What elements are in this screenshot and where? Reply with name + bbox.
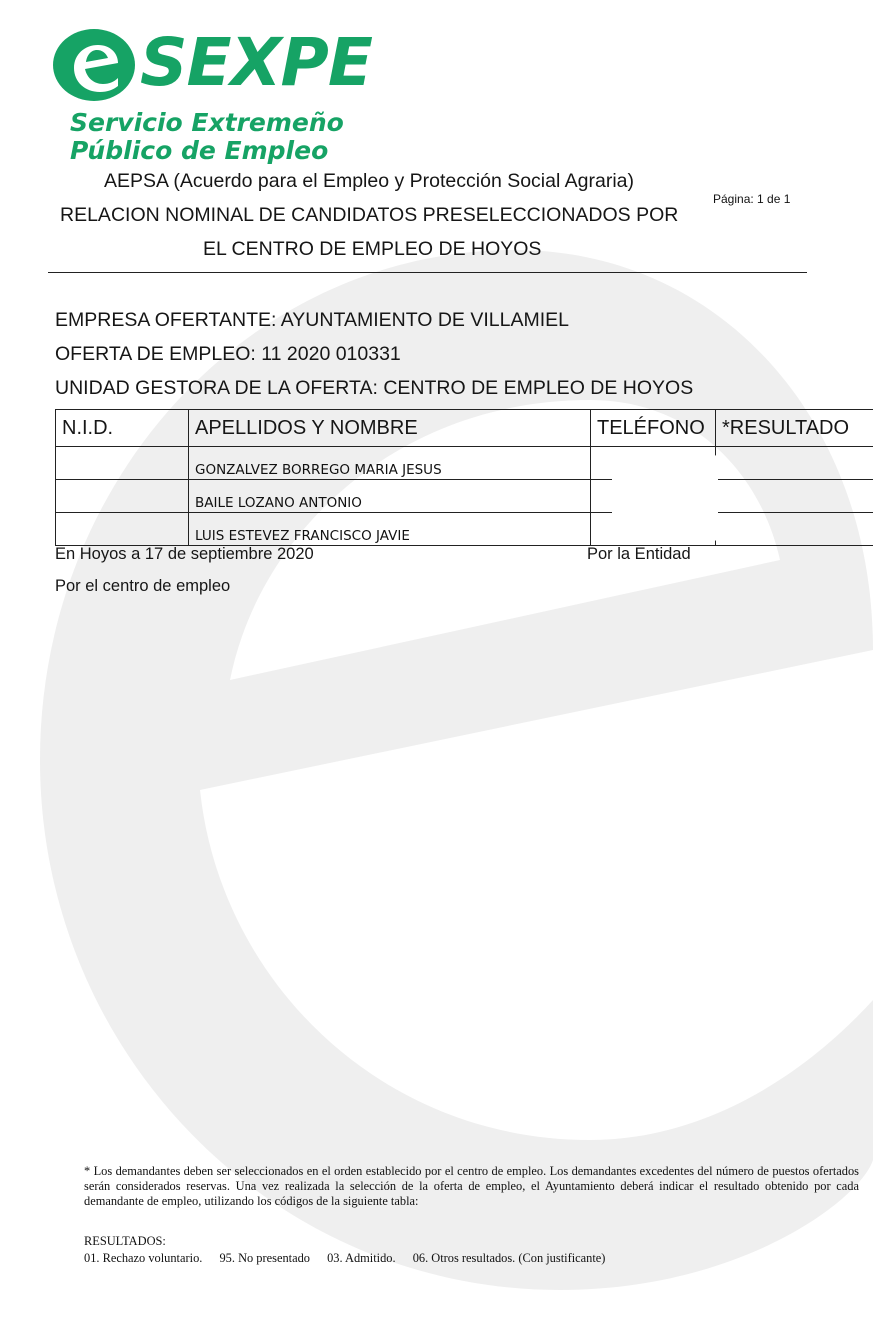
cell-result <box>716 447 873 480</box>
results-codes <box>84 1251 619 1266</box>
job-offer-line: OFERTA DE EMPLEO: 11 2020 010331 <box>55 343 401 365</box>
cell-nid <box>56 447 189 480</box>
sexpe-e-icon <box>52 28 136 102</box>
cell-name: BAILE LOZANO ANTONIO <box>189 480 591 513</box>
cell-nid <box>56 480 189 513</box>
cell-result <box>716 513 873 546</box>
result-code: 01. Rechazo voluntario. <box>84 1251 203 1265</box>
candidates-table <box>55 409 873 546</box>
cell-name: LUIS ESTEVEZ FRANCISCO JAVIE <box>189 513 591 546</box>
table-row <box>56 447 873 480</box>
footnote: * Los demandantes deben ser seleccionados en el orden establecido por el centro de empleo. Los demandantes excedentes del número de puestos ofertados serán considerados reservas. Una vez realizada la selección de la oferta de empleo, el Ayuntamiento deberá indicar el resultado obtenido por cada demandante de empleo, utilizando los códigos de la siguiente tabla: <box>84 1164 859 1208</box>
managing-unit-line: UNIDAD GESTORA DE LA OFERTA: CENTRO DE EMPLEO DE HOYOS <box>55 377 694 399</box>
table-row <box>56 480 873 513</box>
document-title-line2: EL CENTRO DE EMPLEO DE HOYOS <box>203 238 542 260</box>
table-row <box>56 513 873 546</box>
column-header-phone: TELÉFONO <box>591 410 716 447</box>
result-code: 06. Otros resultados. (Con justificante) <box>412 1251 606 1265</box>
logo-subtitle-line2: Público de Empleo <box>70 136 329 165</box>
header-divider <box>48 272 807 273</box>
cell-name: GONZALVEZ BORREGO MARIA JESUS <box>189 447 591 480</box>
column-header-nid: N.I.D. <box>56 410 189 447</box>
company-line: EMPRESA OFERTANTE: AYUNTAMIENTO DE VILLAMIEL <box>55 309 569 331</box>
table-header-row <box>56 410 873 447</box>
column-header-name: APELLIDOS Y NOMBRE <box>189 410 591 447</box>
results-title: RESULTADOS: <box>84 1234 166 1248</box>
phone-redaction <box>612 452 718 544</box>
logo-subtitle-line1: Servicio Extremeño <box>70 108 344 137</box>
page-number: Página: 1 de 1 <box>713 192 791 206</box>
cell-result <box>716 480 873 513</box>
result-code: 95. No presentado <box>219 1251 310 1265</box>
cell-nid <box>56 513 189 546</box>
center-signature-label: Por el centro de empleo <box>55 577 231 595</box>
sexpe-logo <box>52 24 372 166</box>
entity-signature-label: Por la Entidad <box>587 545 691 563</box>
program-title: AEPSA (Acuerdo para el Empleo y Protección Social Agraria) <box>104 170 635 192</box>
column-header-result: *RESULTADO <box>716 410 873 447</box>
result-code: 03. Admitido. <box>327 1251 396 1265</box>
document-title-line1: RELACION NOMINAL DE CANDIDATOS PRESELECCIONADOS POR <box>60 204 679 226</box>
logo-brand: SEXPE <box>140 24 372 101</box>
place-date: En Hoyos a 17 de septiembre 2020 <box>55 545 314 563</box>
